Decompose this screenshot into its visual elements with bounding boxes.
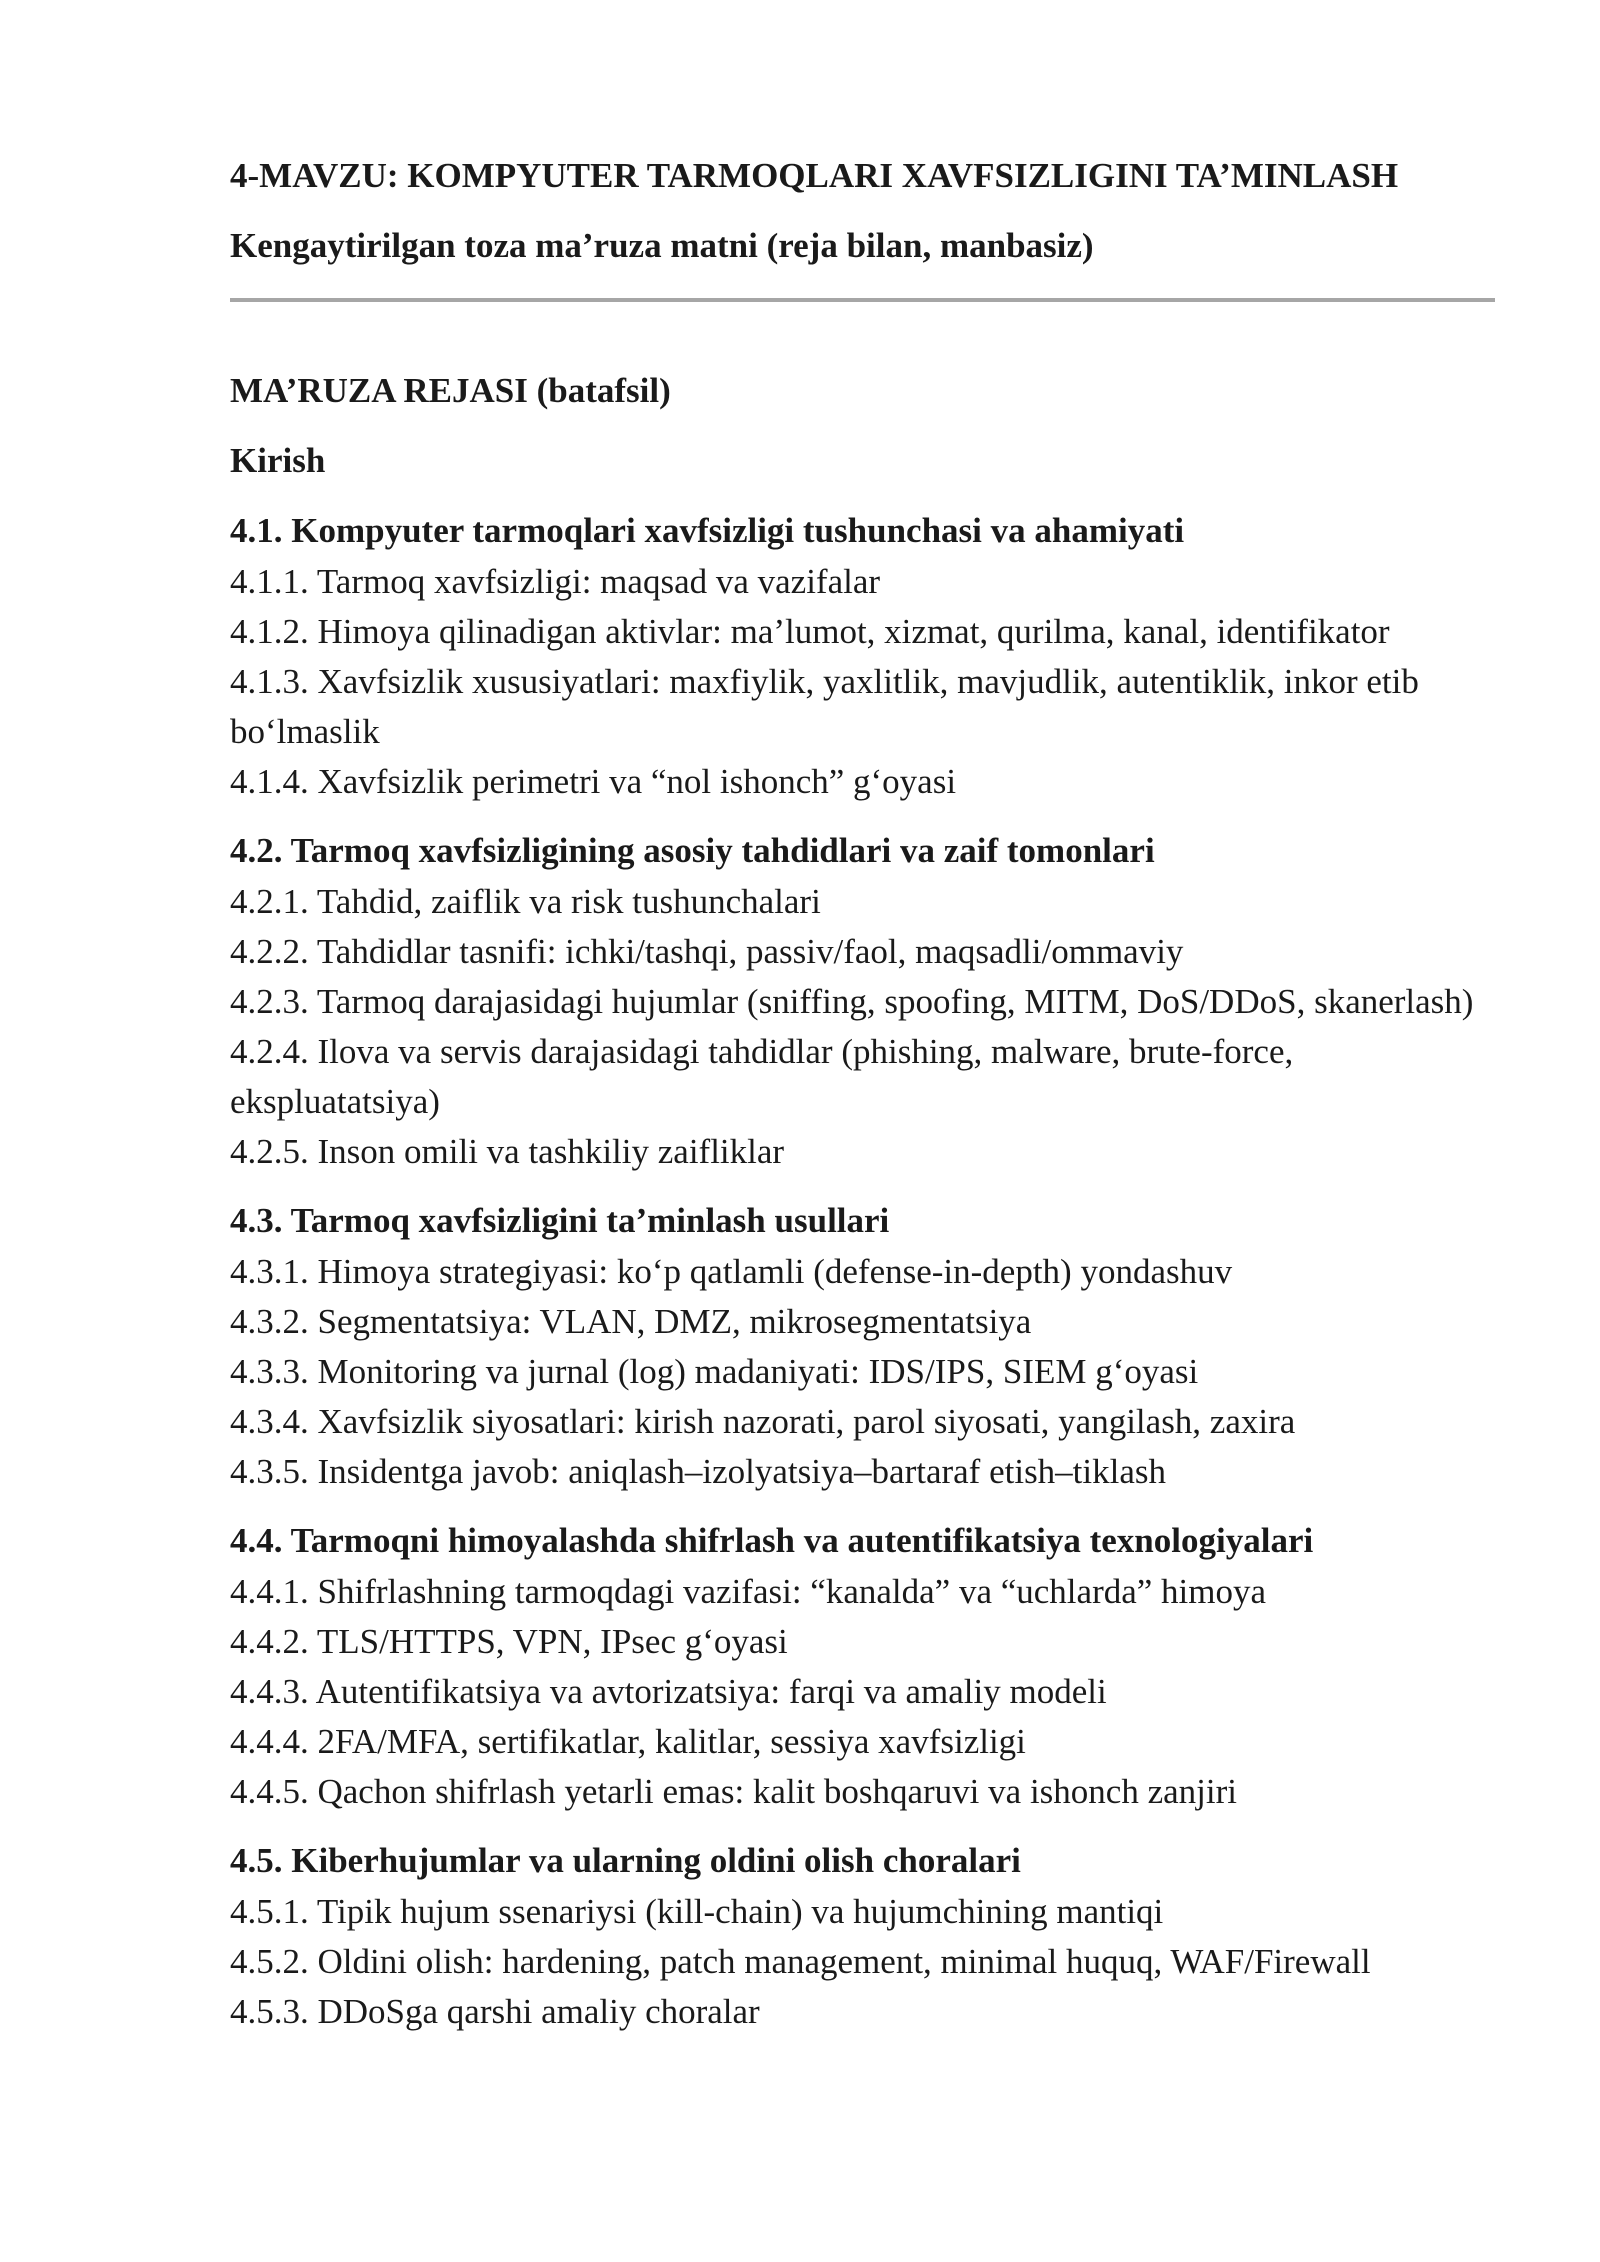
section-4-1: [230, 505, 1500, 807]
list-item: 4.4.1. Shifrlashning tarmoqdagi vazifasi: “kanalda” va “uchlarda” himoya: [230, 1572, 1267, 1611]
section-heading: 4.2. Tarmoq xavfsizligining asosiy tahdidlari va zaif tomonlari: [230, 831, 1155, 870]
list-item: 4.1.3. Xavfsizlik xususiyatlari: maxfiylik, yaxlitlik, mavjudlik, autentiklik, inkor etib bo‘lmaslik: [230, 662, 1419, 751]
list-item: 4.3.3. Monitoring va jurnal (log) madaniyati: IDS/IPS, SIEM g‘oyasi: [230, 1352, 1199, 1391]
list-item: 4.4.4. 2FA/MFA, sertifikatlar, kalitlar, sessiya xavfsizligi: [230, 1722, 1026, 1761]
list-item: 4.5.2. Oldini olish: hardening, patch management, minimal huquq, WAF/Firewall: [230, 1942, 1371, 1981]
section-heading: 4.1. Kompyuter tarmoqlari xavfsizligi tushunchasi va ahamiyati: [230, 511, 1185, 550]
section-heading: 4.3. Tarmoq xavfsizligini ta’minlash usullari: [230, 1201, 890, 1240]
document-title: 4-MAVZU: KOMPYUTER TARMOQLARI XAVFSIZLIGINI TA’MINLASH: [230, 156, 1399, 195]
list-item: 4.4.2. TLS/HTTPS, VPN, IPsec g‘oyasi: [230, 1622, 788, 1661]
section-heading: 4.4. Tarmoqni himoyalashda shifrlash va autentifikatsiya texnologiyalari: [230, 1521, 1314, 1560]
section-4-4: [230, 1515, 1500, 1817]
plan-title: MA’RUZA REJASI (batafsil): [230, 371, 671, 410]
list-item: 4.1.1. Tarmoq xavfsizligi: maqsad va vazifalar: [230, 562, 881, 601]
intro-heading: Kirish: [230, 441, 326, 480]
section-4-5: [230, 1835, 1500, 2037]
list-item: 4.5.1. Tipik hujum ssenariysi (kill-chain) va hujumchining mantiqi: [230, 1892, 1164, 1931]
section-heading: 4.5. Kiberhujumlar va ularning oldini olish choralari: [230, 1841, 1021, 1880]
list-item: 4.2.4. Ilova va servis darajasidagi tahdidlar (phishing, malware, brute-force, ekspluatatsiya): [230, 1032, 1294, 1121]
document-page: [230, 150, 1500, 2037]
list-item: 4.2.1. Tahdid, zaiflik va risk tushunchalari: [230, 882, 821, 921]
list-item: 4.4.5. Qachon shifrlash yetarli emas: kalit boshqaruvi va ishonch zanjiri: [230, 1772, 1237, 1811]
section-4-2: [230, 825, 1500, 1177]
list-item: 4.4.3. Autentifikatsiya va avtorizatsiya: farqi va amaliy modeli: [230, 1672, 1107, 1711]
list-item: 4.1.4. Xavfsizlik perimetri va “nol ishonch” g‘oyasi: [230, 762, 957, 801]
list-item: 4.3.2. Segmentatsiya: VLAN, DMZ, mikrosegmentatsiya: [230, 1302, 1032, 1341]
list-item: 4.2.3. Tarmoq darajasidagi hujumlar (sniffing, spoofing, MITM, DoS/DDoS, skanerlash): [230, 982, 1474, 1021]
list-item: 4.3.5. Insidentga javob: aniqlash–izolyatsiya–bartaraf etish–tiklash: [230, 1452, 1167, 1491]
document-subtitle: Kengaytirilgan toza ma’ruza matni (reja bilan, manbasiz): [230, 226, 1094, 265]
list-item: 4.1.2. Himoya qilinadigan aktivlar: ma’lumot, xizmat, qurilma, kanal, identifikator: [230, 612, 1390, 651]
section-4-3: [230, 1195, 1500, 1497]
horizontal-divider: [230, 298, 1495, 302]
list-item: 4.2.5. Inson omili va tashkiliy zaifliklar: [230, 1132, 785, 1171]
list-item: 4.3.4. Xavfsizlik siyosatlari: kirish nazorati, parol siyosati, yangilash, zaxira: [230, 1402, 1296, 1441]
list-item: 4.2.2. Tahdidlar tasnifi: ichki/tashqi, passiv/faol, maqsadli/ommaviy: [230, 932, 1184, 971]
list-item: 4.5.3. DDoSga qarshi amaliy choralar: [230, 1992, 760, 2031]
list-item: 4.3.1. Himoya strategiyasi: ko‘p qatlamli (defense-in-depth) yondashuv: [230, 1252, 1233, 1291]
